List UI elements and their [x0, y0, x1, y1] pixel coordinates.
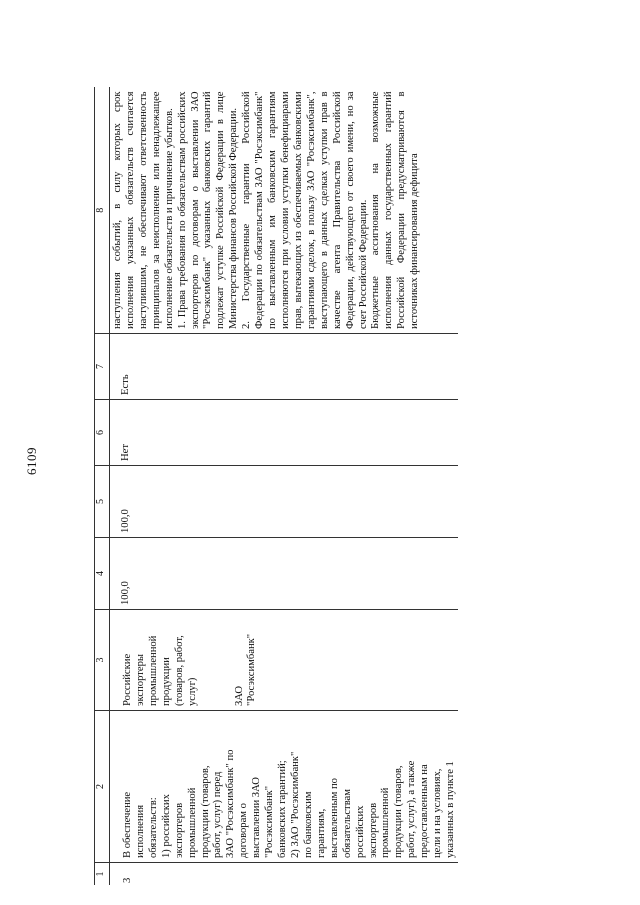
header-col-2: 2 — [95, 711, 110, 863]
regress-text: Нет — [120, 444, 131, 461]
page-number: 6109 — [24, 447, 39, 475]
cell-obligation — [110, 711, 458, 863]
conditions-para-2: 1. Права требования по обязательствам российских экспортеров по договорам о выставлении ЗАО "Росэксимбанк" указанных банковских гарантий подлежат уступке Российской Федерации в лице Министерства финансов Российской Федерации. — [176, 91, 240, 329]
cell-amount — [110, 538, 458, 610]
amount-text: 100,0 — [120, 581, 131, 605]
cell-principal — [110, 610, 458, 711]
row-number — [110, 863, 458, 886]
obligation-text: В обеспечение исполнения обязательств: 1) российских экспортеров промышленной продукции (товаров, работ, услуг) перед ЗАО "Росэксимбанк" по договорам о выставлении ЗАО "Росэксимбанк" банковских гарантий; 2) ЗАО "Росэксимбанк" по банковским гарантиям, выставленным по обязательствам российских экспортеров промышленной продукции (товаров, работ, услуг), а также предоставленным на цели и на условиях, указанных в пункте 1 — [122, 749, 457, 858]
guarantee-amount-text: 100,0 — [120, 509, 131, 533]
principal-text-b: ЗАО "Росэксимбанк" — [233, 633, 258, 706]
cell-guarantee-amount — [110, 466, 458, 538]
conditions-para-1: наступления событий, в силу которых срок исполнения указанных обязательств считается наступившим, не обеспечивают ответственность принципалов за неисполнение или ненадлежащее исполнение обязательств и причинение убытков. — [112, 91, 175, 329]
cell-regress — [110, 400, 458, 466]
header-col-3: 3 — [95, 610, 110, 711]
guarantee-table — [94, 88, 458, 886]
header-col-5: 5 — [95, 466, 110, 538]
table-header-row — [95, 88, 110, 886]
table-row — [110, 88, 458, 886]
header-col-7: 7 — [95, 334, 110, 400]
conditions-para-3: 2. Государственные гарантии Российской Федерации по обязательствам ЗАО "Росэксимбанк" по выставленным им банковским гарантиям исполняются при условии уступки бенефициарами прав, вытекающих из обеспечиваемых банковскими гарантиями сделок, в пользу ЗАО "Росэксимбанк", выступающего в данных сделках уступки прав в качестве агента Правительства Российской Федерации, действующего от своего имени, но за счет Российской Федерации. — [241, 91, 369, 329]
header-col-6: 6 — [95, 400, 110, 466]
header-col-8: 8 — [95, 88, 110, 334]
principal-text-a: Российские экспортеры промышленной продукции (товаров, работ, услуг) — [122, 635, 198, 706]
cell-conditions — [110, 88, 458, 334]
header-col-4: 4 — [95, 538, 110, 610]
check-text: Есть — [120, 374, 131, 395]
conditions-para-4: Бюджетные ассигнования на возможные исполнения данных государственных гарантий Российской Федерации предусматриваются в источниках финансирования дефицита — [370, 91, 421, 329]
header-col-1: 1 — [95, 863, 110, 886]
row-number-text: 3 — [122, 877, 133, 883]
cell-check — [110, 334, 458, 400]
